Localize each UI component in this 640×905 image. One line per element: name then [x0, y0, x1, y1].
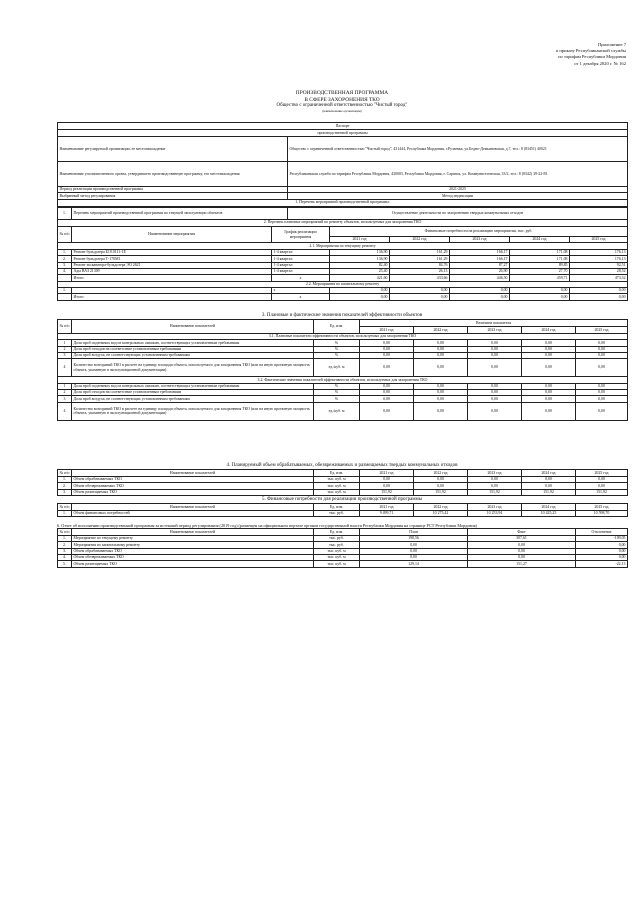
row-fact: 151,27 [468, 561, 576, 567]
row-name: Ремонт экскаватора-бульдозера ЭО 2621 [72, 262, 272, 268]
total-value: 0,00 [450, 294, 510, 300]
row-name: Объем обрабатываемых ТКО [72, 548, 314, 554]
period-label: Период реализации производственной программы [58, 187, 288, 193]
row-number: 2 [58, 346, 72, 352]
row-value: 151,92 [468, 489, 522, 495]
section3-sub2: 3.2. Фактические значения показателей эффективности объектов, используемых для захоронения ТКО [58, 377, 628, 383]
row-value: 136,90 [330, 249, 390, 255]
row-number: 4 [58, 402, 72, 420]
total-label: Итого: [72, 275, 272, 281]
row-unit: тыс. куб. м [314, 561, 360, 567]
col-name-header: Наименование показателей [72, 504, 314, 510]
section4-table [57, 469, 628, 496]
year-header: 2022 год [414, 504, 468, 510]
col-num-header: № п/п [58, 470, 72, 476]
row-deviation: -109,05 [576, 535, 628, 541]
row-value: 0,00 [414, 390, 468, 396]
row-unit: тыс. руб. [314, 542, 360, 548]
col-fact-header: Факт [468, 529, 576, 535]
section6-table [57, 528, 628, 567]
row-value: 25,40 [330, 268, 390, 274]
body-label: Наименование уполномоченного органа, утвердившего производственную программу, его местонахождения [58, 162, 288, 187]
row-value: 0,00 [576, 402, 628, 420]
row-value: 28,52 [570, 268, 628, 274]
row-plan: 198,56 [360, 535, 468, 541]
table-row [58, 402, 628, 420]
row-value: 82,40 [330, 262, 390, 268]
row-unit: % [314, 346, 360, 352]
row-value: 0,00 [360, 359, 414, 377]
year-header: 2024 год [510, 237, 570, 243]
appendix-block [446, 42, 626, 67]
body-value: Республиканская служба по тарифам Республики Мордовия, 430003, Республика Мордовия, г. Саранск, ул. Коммунистическая, 33/2, тел.: 8 (8342) 39-22-83 [288, 162, 628, 187]
document-title [57, 90, 627, 114]
row-name: Объем обрабатываемых ТКО [72, 476, 314, 482]
appendix-line: от 1 декабря 2020 г. № 162 [574, 60, 626, 66]
section1-title: 1. Перечень мероприятий производственной программы: [58, 199, 628, 206]
passport-block [57, 122, 627, 227]
col-fin-header: Финансовые потребности на реализацию мероприятия, тыс. руб. [330, 227, 628, 237]
row-number [58, 294, 72, 300]
title-line: В СФЕРЕ ЗАХОРОНЕНИЯ ТКО [304, 96, 380, 103]
col-num-header: № п/п [58, 529, 72, 535]
method-value: Метод индексации [288, 193, 628, 199]
row-value: 84,76 [390, 262, 450, 268]
row-value: 161,29 [390, 249, 450, 255]
org-label: Наименование регулируемой организации, ее местонахождение [58, 137, 288, 162]
col-unit-header: Ед. изм. [314, 529, 360, 535]
year-header: 2025 год [576, 470, 628, 476]
row-value: 0,00 [576, 359, 628, 377]
row-value: 166,17 [450, 256, 510, 262]
row-value: 0,00 [468, 352, 522, 358]
row-schedule: 1-4 квартал [272, 268, 330, 274]
row-value: 0,00 [360, 476, 414, 482]
row-fact: 307,61 [468, 535, 576, 541]
row-number: 3 [58, 352, 72, 358]
row-value: 0,00 [576, 390, 628, 396]
col-dev-header: Отклонение [576, 529, 628, 535]
row-unit: % [314, 340, 360, 346]
section6-title: 6. Отчет об исполнении производственной программы за истекший период регулирования (2019 год) (размещен на официальном портале органов государственной власти Республики Мордовия на странице РСТ Республики Мордовия) [57, 523, 477, 528]
table-row [58, 489, 628, 495]
total-value: 421,60 [330, 275, 390, 281]
row-name: Объем финансовых потребностей [72, 510, 314, 516]
year-header: 2024 год [522, 470, 576, 476]
col-unit-header: Ед. изм. [314, 504, 360, 510]
row-unit: ед./куб. м [314, 359, 360, 377]
row-fact: 0,00 [468, 548, 576, 554]
row-name: Ремонт бульдозера Т-170М1 [72, 256, 272, 262]
year-header: 2023 год [450, 237, 510, 243]
row-value: 0,00 [414, 402, 468, 420]
row-value: 0,00 [510, 288, 570, 294]
row-value: 151,92 [522, 489, 576, 495]
row-value: 0,00 [522, 359, 576, 377]
row-fact: 0,00 [468, 554, 576, 560]
row-value: 0,00 [360, 402, 414, 420]
section5-title: 5. Финансовые потребности для реализации производственной программы [261, 497, 423, 502]
year-header: 2025 год [576, 327, 628, 333]
row-value: 0,00 [468, 340, 522, 346]
row-value: 136,90 [330, 256, 390, 262]
section5-block [57, 497, 627, 517]
section3-sub1: 3.1. Плановые показатели эффективности объектов, используемых для захоронения ТКО [58, 333, 628, 339]
row-value: 0,00 [468, 359, 522, 377]
row-schedule: 1-4 квартал [272, 262, 330, 268]
row-name: Ремонт бульдозера Б10.0111-1Е [72, 249, 272, 255]
col-unit-header: Ед. изм. [314, 470, 360, 476]
row-number: 2. [58, 542, 72, 548]
total-label: Итого: [72, 294, 272, 300]
row-name: Количество возгораний ТКО в расчете на единицу площади объекта, используемого для захоронения ТКО (или на иную проектную мощность объекта, указанную в эксплуатационной документации) [72, 402, 314, 420]
year-header: 2023 год [468, 504, 522, 510]
row-name: Ады ВАЗ 21309 [72, 268, 272, 274]
row-value: 0,00 [360, 346, 414, 352]
col-unit-header: Ед. изм. [314, 320, 360, 333]
row-value: 151,92 [576, 489, 628, 495]
total-value: 473,32 [570, 275, 628, 281]
row-value: 0,00 [468, 402, 522, 420]
total-value: 0,00 [330, 294, 390, 300]
row-value: 9 499,71 [360, 510, 414, 516]
row-unit: тыс. куб. м [314, 489, 360, 495]
row-value: 0,00 [414, 396, 468, 402]
row-number: 3 [58, 396, 72, 402]
row-number: 1. [58, 288, 72, 294]
row-value: 27,70 [510, 268, 570, 274]
row-value: 0,00 [522, 402, 576, 420]
row-unit: тыс. руб. [314, 535, 360, 541]
row-plan: 0,00 [360, 548, 468, 554]
year-header: 2021 год [360, 327, 414, 333]
row-name: Мероприятия по капитальному ремонту [72, 542, 314, 548]
section1-value: Осуществление деятельности по захоронению твердых коммунальных отходов [288, 207, 628, 219]
table-row [58, 359, 628, 377]
row-value: 0,00 [360, 340, 414, 346]
row-value: 0,00 [360, 483, 414, 489]
row-schedule: 1-4 квартал [272, 256, 330, 262]
row-name: Объем обезвреживаемых ТКО [72, 554, 314, 560]
year-header: 2024 год [522, 504, 576, 510]
row-plan: 0,00 [360, 542, 468, 548]
row-value: 0,00 [576, 352, 628, 358]
total-value: 459,71 [510, 275, 570, 281]
row-value: 0,00 [522, 390, 576, 396]
row-fact: 0,00 [468, 542, 576, 548]
title-org: Общество с ограниченной ответственностью "Чистый город" [276, 103, 408, 109]
total-schedule: х [272, 275, 330, 281]
row-name: Доля проб отходов на соответствие установленным требованиям [72, 346, 314, 352]
row-name: Доля проб подземных вод из контрольных скважин, соответствующих установленным требованиям [72, 340, 314, 346]
row-value: 0,00 [360, 390, 414, 396]
row-unit: % [314, 390, 360, 396]
row-name: Объем размещаемых ТКО [72, 561, 314, 567]
row-name: Мероприятие по текущему ремонту [72, 535, 314, 541]
row-number: 2. [58, 256, 72, 262]
year-header: 2021 год [360, 470, 414, 476]
row-unit: тыс. куб. м [314, 476, 360, 482]
row-value: 0,00 [522, 340, 576, 346]
row-number: 4 [58, 359, 72, 377]
row-number: 1. [58, 510, 72, 516]
total-value: 446,50 [450, 275, 510, 281]
row-unit: % [314, 352, 360, 358]
row-value: 89,85 [510, 262, 570, 268]
row-number: 1. [58, 535, 72, 541]
row-value: 161,29 [390, 256, 450, 262]
row-plan: 129,14 [360, 561, 468, 567]
appendix-line: к приказу Республиканской службы [555, 48, 626, 54]
col-name-header: Наименование показателей [72, 529, 314, 535]
row-deviation: -22,13 [576, 561, 628, 567]
col-values-header: Величина показателя [360, 320, 628, 327]
year-header: 2022 год [414, 470, 468, 476]
row-value: 0,00 [390, 288, 450, 294]
row-value: 0,00 [576, 346, 628, 352]
appendix-line: по тарифам Республики Мордовия [558, 54, 626, 60]
row-value: 0,00 [468, 483, 522, 489]
section2-sub2: 2.2. Мероприятия по капитальному ремонту [58, 281, 628, 287]
row-number: 3. [58, 262, 72, 268]
col-name-header: Наименование мероприятия [72, 227, 272, 243]
row-value: 10 425,25 [522, 510, 576, 516]
year-header: 2024 год [522, 327, 576, 333]
section2-table [57, 226, 628, 301]
row-value: 0,00 [576, 483, 628, 489]
row-schedule: 1-4 квартал [272, 249, 330, 255]
row-number: 1. [58, 476, 72, 482]
title-caption: (наименование организации) [322, 109, 362, 114]
row-deviation: 0,00 [576, 548, 628, 554]
table-row [58, 561, 628, 567]
row-value: 0,00 [576, 476, 628, 482]
appendix-line: Приложение 7 [597, 42, 626, 47]
row-value: 10 275,42 [414, 510, 468, 516]
row-value: 0,00 [522, 396, 576, 402]
section2-block [57, 226, 627, 301]
row-value: 151,92 [414, 489, 468, 495]
row-value: 0,00 [522, 476, 576, 482]
row-unit: тыс. руб. [314, 510, 360, 516]
row-number: 2. [58, 483, 72, 489]
total-value: 0,00 [510, 294, 570, 300]
row-unit: тыс. куб. м [314, 554, 360, 560]
row-name: Доля проб воздуха, не соответствующих установленным требованиям [72, 352, 314, 358]
row-value: 151,92 [360, 489, 414, 495]
row-value: 10 598,70 [576, 510, 628, 516]
row-value: 10 253,94 [468, 510, 522, 516]
table-row [58, 510, 628, 516]
row-value: 0,00 [414, 383, 468, 389]
section2-sub1: 2.1. Мероприятия по текущему ремонту [58, 243, 628, 249]
row-value: 0,00 [576, 396, 628, 402]
row-name: Доля проб воздуха, не соответствующих установленным требованиям [72, 396, 314, 402]
row-value: 0,00 [414, 359, 468, 377]
section3-title: 3. Плановые и фактические значения показателей эффективности объектов [261, 313, 423, 318]
col-num-header: № п/п [58, 320, 72, 333]
row-value: 0,00 [414, 346, 468, 352]
row-value: 0,00 [576, 383, 628, 389]
col-num-header: № п/п [58, 504, 72, 510]
row-value: 0,00 [330, 288, 390, 294]
row-value: 0,00 [522, 383, 576, 389]
row-name: Объем размещаемых ТКО [72, 489, 314, 495]
year-header: 2021 год [360, 504, 414, 510]
row-value: 176,13 [570, 256, 628, 262]
section5-table [57, 503, 628, 517]
row-value: 0,00 [414, 483, 468, 489]
row-value: 26,90 [450, 268, 510, 274]
section4-block [57, 463, 627, 496]
row-number: 1 [58, 340, 72, 346]
year-header: 2025 год [570, 237, 628, 243]
org-value: Общество с ограниченной ответственностью "Чистый город", 431444, Республика Мордовия, г.Рузаевка, ул.Бедно-Демьяновская, д.7, тел.: 8 (83451) 40021 [288, 137, 628, 162]
total-row [58, 294, 628, 300]
year-header: 2023 год [468, 470, 522, 476]
total-value: 0,00 [390, 294, 450, 300]
section1-table [57, 207, 628, 227]
row-number: 2 [58, 390, 72, 396]
method-label: Выбранный метод регулирования [58, 193, 288, 199]
row-value: 171,08 [510, 256, 570, 262]
row-value: 0,00 [360, 396, 414, 402]
row-value: 0,00 [360, 352, 414, 358]
row-schedule: х [272, 288, 330, 294]
row-name: Количество возгораний ТКО в расчете на единицу площади объекта, используемого для захоронения ТКО (или на иную проектную мощность объекта, указанную в эксплуатационной документации) [72, 359, 314, 377]
row-value: 0,00 [468, 346, 522, 352]
row-value: 0,00 [468, 390, 522, 396]
title-line: ПРОИЗВОДСТВЕННАЯ ПРОГРАММА [295, 90, 389, 96]
row-value: 176,13 [570, 249, 628, 255]
year-header: 2022 год [414, 327, 468, 333]
period-value: 2021-2025 [288, 187, 628, 193]
section1-label: Перечень мероприятий производственной программы по текущей эксплуатации объектов [72, 207, 288, 219]
row-value: 0,00 [414, 476, 468, 482]
row-number: 1 [58, 383, 72, 389]
row-unit: тыс. куб. м [314, 548, 360, 554]
row-value: 0,00 [414, 352, 468, 358]
section3-table [57, 319, 628, 420]
passport-subheading: производственной программы [58, 130, 628, 137]
row-number: 3. [58, 489, 72, 495]
section6-block [57, 523, 627, 568]
row-value: 0,00 [522, 483, 576, 489]
row-number: 5. [58, 561, 72, 567]
row-value: 87,27 [450, 262, 510, 268]
row-value: 0,00 [522, 352, 576, 358]
col-name-header: Наименование показателей [72, 320, 314, 333]
row-value: 0,00 [414, 340, 468, 346]
row-deviation: 0,00 [576, 542, 628, 548]
row-value: 0,00 [522, 346, 576, 352]
total-schedule: х [272, 294, 330, 300]
col-schedule-header: График реализации мероприятия [272, 227, 330, 243]
section4-title: 4. Планируемый объем обрабатываемых, обезвреживаемых и размещаемых твердых коммунальных отходов [226, 463, 458, 468]
row-deviation: 0,00 [576, 554, 628, 560]
row-value: 0,00 [468, 396, 522, 402]
row-number: 4. [58, 268, 72, 274]
row-number: 1. [58, 249, 72, 255]
year-header: 2025 год [576, 504, 628, 510]
row-unit: ед./куб. м [314, 402, 360, 420]
passport-table [57, 122, 628, 207]
col-plan-header: План [360, 529, 468, 535]
row-value: 0,00 [360, 383, 414, 389]
row-unit: тыс. куб. м [314, 483, 360, 489]
row-value: 0,00 [468, 476, 522, 482]
row-value: 0,00 [450, 288, 510, 294]
row-number: 4. [58, 554, 72, 560]
row-value: 0,00 [570, 288, 628, 294]
row-name: Доля проб подземных вод из контрольных скважин, соответствующих установленным требованиям [72, 383, 314, 389]
row-value: 0,00 [468, 383, 522, 389]
row-unit: % [314, 383, 360, 389]
year-header: 2023 год [468, 327, 522, 333]
row-unit: % [314, 396, 360, 402]
row-value: 166,17 [450, 249, 510, 255]
col-num-header: № п/п [58, 227, 72, 243]
col-name-header: Наименование показателей [72, 470, 314, 476]
section3-block [57, 313, 627, 421]
row-value: 0,00 [576, 340, 628, 346]
row-plan: 0,00 [360, 554, 468, 560]
section2-title: 2. Перечень плановых мероприятий по ремонту объектов, используемых для захоронения ТКО [58, 219, 628, 226]
total-value: 0,00 [570, 294, 628, 300]
row-name: Объем обезвреживаемых ТКО [72, 483, 314, 489]
year-header: 2021 год [330, 237, 390, 243]
row-number: 3. [58, 548, 72, 554]
section1-num: 1. [58, 207, 72, 219]
total-value: 433,66 [390, 275, 450, 281]
row-value: 92,51 [570, 262, 628, 268]
year-header: 2022 год [390, 237, 450, 243]
row-name: Доля проб отходов на соответствие установленным требованиям [72, 390, 314, 396]
passport-heading: Паспорт [58, 123, 628, 130]
row-value: 171,08 [510, 249, 570, 255]
row-value: 26,13 [390, 268, 450, 274]
